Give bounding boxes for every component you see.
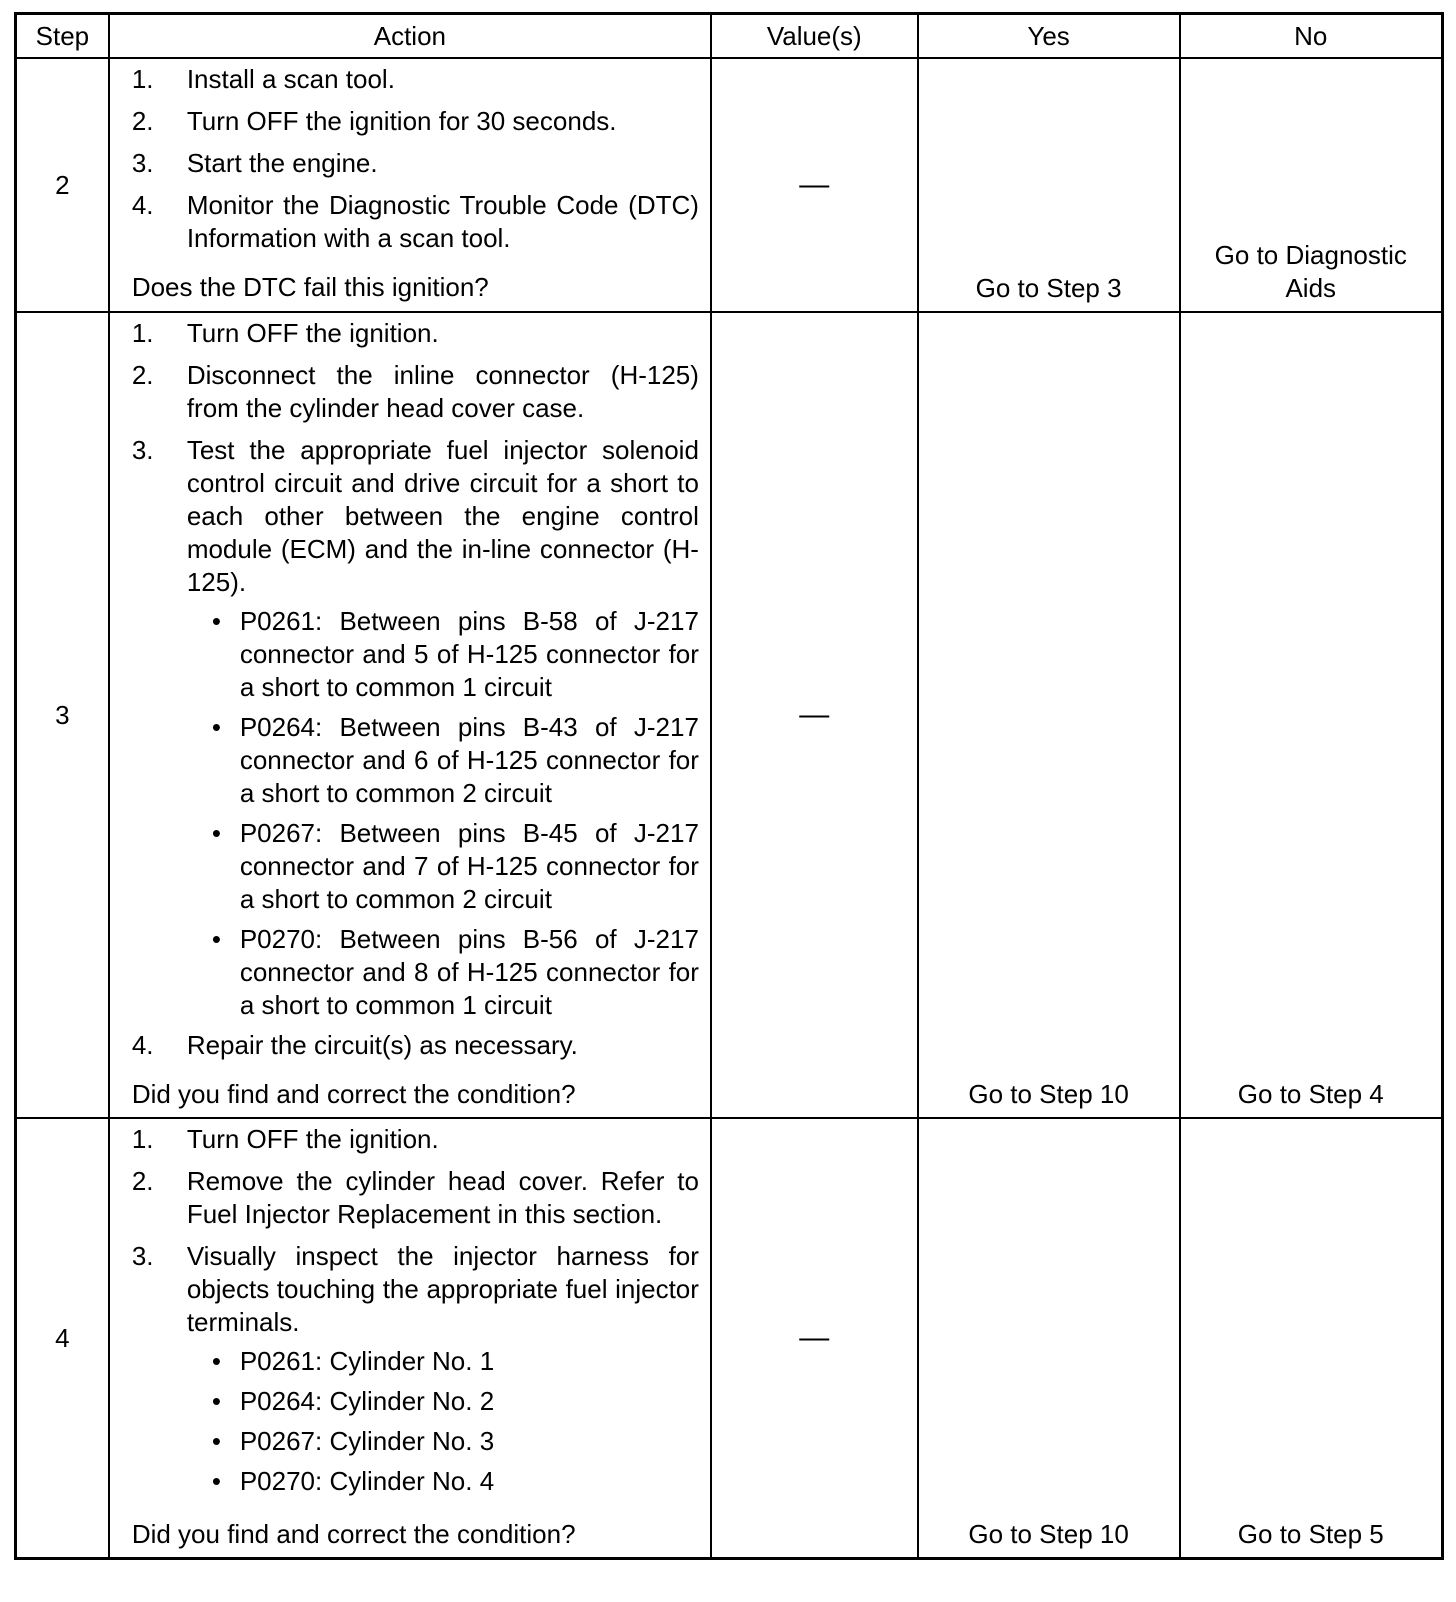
bullet-item: [132, 923, 699, 1022]
bullet-icon: •: [211, 606, 221, 636]
item-number: 2.: [131, 1166, 154, 1196]
item-number: 1.: [131, 318, 154, 348]
value-cell: —: [711, 58, 918, 312]
bullet-text: P0261: Cylinder No. 1: [239, 1346, 495, 1376]
yes-cell: Go to Step 3: [918, 58, 1180, 312]
item-number: 4.: [131, 190, 154, 220]
bullet-text: P0264: Cylinder No. 2: [239, 1386, 495, 1416]
item-text: Visually inspect the injector harness for objects touching the appropriate fuel injector terminals.: [186, 1241, 699, 1337]
bullet-icon: •: [211, 1466, 221, 1496]
list-item: [132, 147, 699, 180]
item-text: Repair the circuit(s) as necessary.: [186, 1030, 578, 1060]
item-number: 3.: [131, 435, 154, 465]
list-item: [132, 1240, 699, 1339]
bullet-icon: •: [211, 1426, 221, 1456]
no-text: Go to Diagnostic Aids: [1214, 240, 1407, 303]
item-text: Start the engine.: [186, 148, 378, 178]
item-text: Install a scan tool.: [186, 64, 395, 94]
step-question: Did you find and correct the condition?: [131, 1079, 576, 1109]
item-text: Remove the cylinder head cover. Refer to Fuel Injector Replacement in this section.: [186, 1166, 699, 1229]
diagnostic-table: [14, 12, 1444, 1560]
bullet-text: P0267: Cylinder No. 3: [239, 1426, 495, 1456]
bullet-text: P0270: Cylinder No. 4: [239, 1466, 495, 1496]
action-cell: [109, 312, 711, 1118]
list-item: [132, 1029, 699, 1062]
bullet-icon: •: [211, 1346, 221, 1376]
value-cell: —: [711, 312, 918, 1118]
item-text: Test the appropriate fuel injector solenoid control circuit and drive circuit for a short to each other between the engine control module (ECM) and the in-line connector (H-125).: [186, 435, 699, 597]
header-no: No: [1180, 14, 1443, 59]
item-text: Disconnect the inline connector (H-125) from the cylinder head cover case.: [186, 360, 699, 423]
header-yes: Yes: [918, 14, 1180, 59]
item-number: 1.: [131, 1124, 154, 1154]
yes-cell: Go to Step 10: [918, 1118, 1180, 1559]
step-question: Did you find and correct the condition?: [131, 1519, 576, 1549]
bullet-item: [132, 1425, 699, 1458]
action-cell: [109, 58, 711, 312]
table-row: [16, 312, 1443, 1118]
bullet-item: [132, 817, 699, 916]
bullet-item: [132, 605, 699, 704]
step-number: 4: [16, 1118, 109, 1559]
table-row: [16, 1118, 1443, 1559]
list-item: [132, 317, 699, 350]
item-number: 3.: [131, 148, 154, 178]
list-item: [132, 434, 699, 599]
bullet-icon: •: [211, 1386, 221, 1416]
item-text: Monitor the Diagnostic Trouble Code (DTC) Information with a scan tool.: [186, 190, 699, 253]
no-cell: Go to Step 5: [1180, 1118, 1443, 1559]
table-row: [16, 58, 1443, 312]
action-cell: [109, 1118, 711, 1559]
item-text: Turn OFF the ignition.: [186, 318, 439, 348]
header-action: Action: [109, 14, 711, 59]
no-cell: [1180, 58, 1443, 312]
header-values: Value(s): [711, 14, 918, 59]
header-row: [16, 14, 1443, 59]
bullet-icon: •: [211, 818, 221, 848]
list-item: [132, 189, 699, 255]
item-number: 3.: [131, 1241, 154, 1271]
bullet-text: P0267: Between pins B-45 of J-217 connector and 7 of H-125 connector for a short to common 2 circuit: [239, 818, 699, 914]
no-cell: Go to Step 4: [1180, 312, 1443, 1118]
bullet-icon: •: [211, 924, 221, 954]
step-question: Does the DTC fail this ignition?: [131, 272, 489, 302]
bullet-item: [132, 1345, 699, 1378]
bullet-item: [132, 1465, 699, 1498]
item-text: Turn OFF the ignition.: [186, 1124, 439, 1154]
item-number: 2.: [131, 360, 154, 390]
list-item: [132, 105, 699, 138]
item-number: 1.: [131, 64, 154, 94]
bullet-icon: •: [211, 712, 221, 742]
list-item: [132, 1123, 699, 1156]
bullet-text: P0261: Between pins B-58 of J-217 connector and 5 of H-125 connector for a short to common 1 circuit: [239, 606, 699, 702]
bullet-item: [132, 1385, 699, 1418]
list-item: [132, 1165, 699, 1231]
item-number: 2.: [131, 106, 154, 136]
item-number: 4.: [131, 1030, 154, 1060]
step-number: 2: [16, 58, 109, 312]
bullet-text: P0270: Between pins B-56 of J-217 connector and 8 of H-125 connector for a short to common 1 circuit: [239, 924, 699, 1020]
list-item: [132, 63, 699, 96]
list-item: [132, 359, 699, 425]
value-cell: —: [711, 1118, 918, 1559]
bullet-item: [132, 711, 699, 810]
step-number: 3: [16, 312, 109, 1118]
yes-cell: Go to Step 10: [918, 312, 1180, 1118]
bullet-text: P0264: Between pins B-43 of J-217 connector and 6 of H-125 connector for a short to common 2 circuit: [239, 712, 699, 808]
header-step: Step: [16, 14, 109, 59]
item-text: Turn OFF the ignition for 30 seconds.: [186, 106, 617, 136]
